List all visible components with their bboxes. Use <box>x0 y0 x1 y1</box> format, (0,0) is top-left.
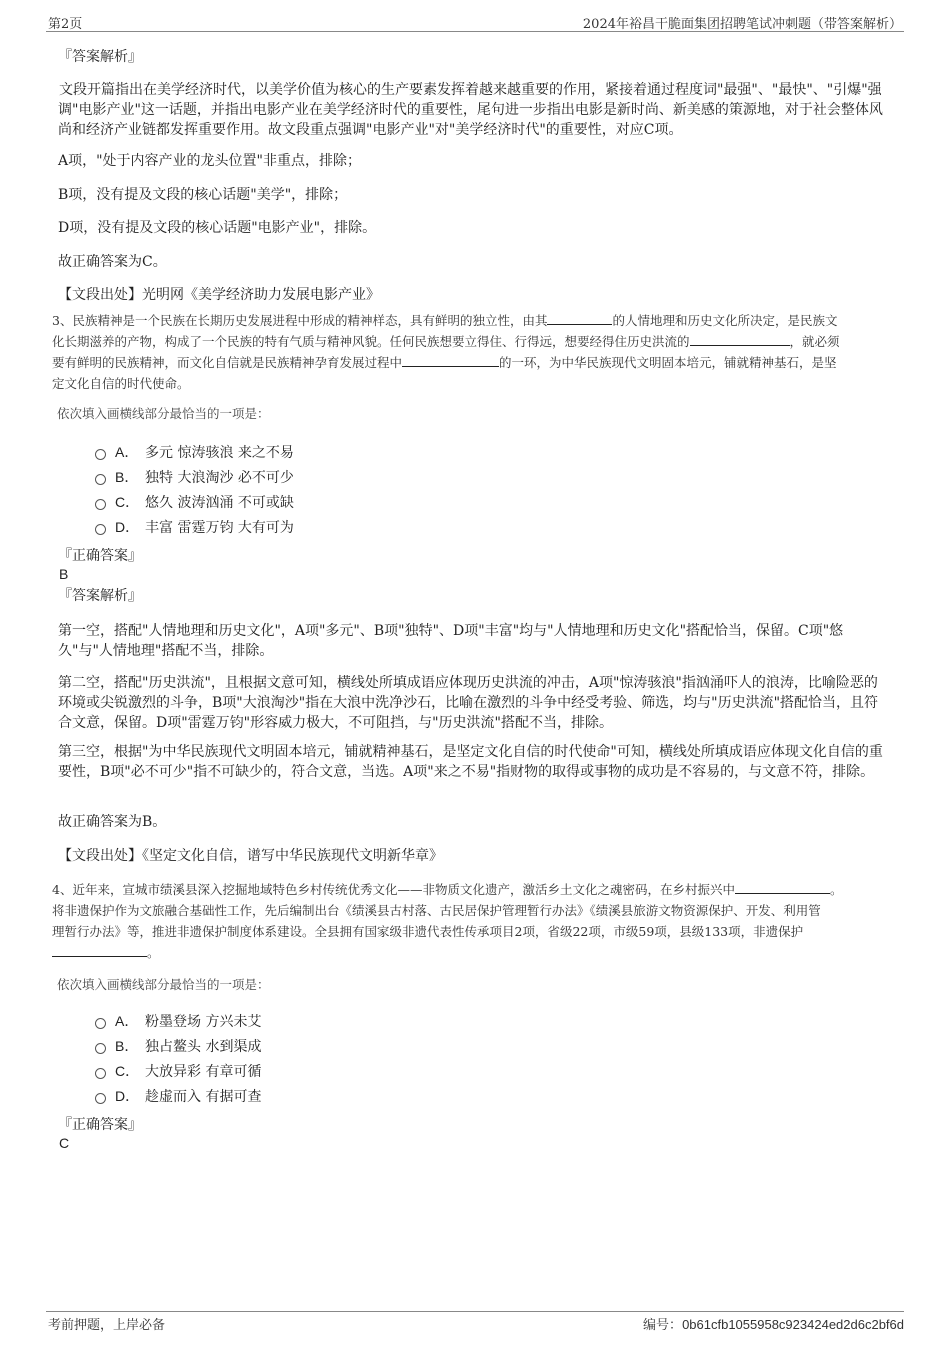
q3-option-c[interactable] <box>95 492 294 512</box>
q3-stem-part: 3、民族精神是一个民族在长期历史发展进程中形成的精神样态，具有鲜明的独立性，由其 <box>52 313 548 328</box>
fill-blank <box>690 333 790 346</box>
code-label: 编号： <box>643 1318 683 1333</box>
option-text: 丰富 雷霆万钧 大有可为 <box>145 520 294 536</box>
q3-stem-part: 定文化自信的时代使命。 <box>52 376 190 391</box>
radio-icon[interactable] <box>95 1093 106 1104</box>
option-text: 趁虚而入 有据可查 <box>145 1089 262 1105</box>
q3-analysis-p3: 第三空，根据"为中华民族现代文明固本培元，铺就精神基石，是坚定文化自信的时代使命"可知，横线处所填成语应体现文化自信的重要性，B项"必不可少"指不可缺少的，符合文意，当选。A项"来之不易"指财物的取得或事物的成功是不容易的，与文意不符，排除。 <box>58 744 883 780</box>
page-number: 第2页 <box>48 17 83 32</box>
q4-prompt: 依次填入画横线部分最恰当的一项是： <box>57 977 270 992</box>
q2-analysis-label: 『答案解析』 <box>58 49 142 65</box>
q4-option-d[interactable] <box>95 1086 261 1106</box>
q3-analysis-p1: 第一空，搭配"人情地理和历史文化"，A项"多元"、B项"独特"、D项"丰富"均与"人情地理和历史文化"搭配恰当，保留。C项"悠久"与"人情地理"搭配不当，排除。 <box>58 623 844 659</box>
q4-option-a[interactable] <box>95 1011 261 1031</box>
radio-icon[interactable] <box>95 1018 106 1029</box>
q3-stem-part: 的一环，为中华民族现代文明固本培元，铺就精神基石，是坚 <box>499 355 837 370</box>
q3-option-a[interactable] <box>95 442 294 462</box>
q3-stem-part: 要有鲜明的民族精神，而文化自信就是民族精神孕育发展过程中 <box>52 355 403 370</box>
option-letter: B． <box>115 469 139 485</box>
q4-stem-part: 4、近年来，宣城市绩溪县深入挖掘地域特色乡村传统优秀文化——非物质文化遗产，激活乡土文化之魂密码，在乡村振兴中 <box>52 882 735 897</box>
q3-prompt: 依次填入画横线部分最恰当的一项是： <box>57 406 270 421</box>
q3-analysis-p2: 第二空，搭配"历史洪流"，且根据文意可知，横线处所填成语应体现历史洪流的冲击，A项"惊涛骇浪"指汹涌吓人的浪涛，比喻险恶的环境或尖锐激烈的斗争，B项"大浪淘沙"指在大浪中洗净沙石，比喻在激烈的斗争中经受考验、筛选，均与"历史洪流"搭配恰当，且符合文意，保留。D项"雷霆万钧"形容威力极大，不可阻挡，与"历史洪流"搭配不当，排除。 <box>58 675 879 731</box>
option-letter: B． <box>115 1038 139 1054</box>
q2-analysis: 文段开篇指出在美学经济时代，以美学价值为核心的生产要素发挥着越来越重要的作用，紧接着通过程度词"最强"、"最快"、"引爆"强调"电影产业"这一话题，并指出电影产业在美学经济时代的重要性，尾句进一步指出电影是新时尚、新美感的策源地，对于社会整体风尚和经济产业链都发挥重要作用。故文段重点强调"电影产业"对"美学经济时代"的重要性，对应C项。 <box>58 82 883 138</box>
option-letter: A． <box>115 444 139 460</box>
fill-blank <box>547 312 612 325</box>
q4-option-c[interactable] <box>95 1061 261 1081</box>
q2-option-d-note: D项，没有提及文段的核心话题"电影产业"，排除。 <box>58 220 377 236</box>
q4-answer-label: 『正确答案』 <box>58 1117 142 1133</box>
header-divider <box>46 31 904 32</box>
footer-divider <box>46 1311 904 1312</box>
radio-icon[interactable] <box>95 524 106 535</box>
q3-conclusion: 故正确答案为B。 <box>58 814 167 830</box>
radio-icon[interactable] <box>95 449 106 460</box>
q2-option-a-note: A项，"处于内容产业的龙头位置"非重点，排除； <box>58 153 361 169</box>
document-title: 2024年裕昌干脆面集团招聘笔试冲刺题（带答案解析） <box>582 17 902 32</box>
code-value: 0b61cfb1055958c923424ed2d6c2bf6d <box>682 1317 904 1332</box>
option-letter: A． <box>115 1013 139 1029</box>
option-text: 多元 惊涛骇浪 来之不易 <box>145 445 294 461</box>
q3-option-b[interactable] <box>95 467 294 487</box>
q3-answer: B <box>59 566 69 582</box>
footer-slogan: 考前押题，上岸必备 <box>48 1318 166 1333</box>
q4-stem-part: 理暂行办法》等，推进非遗保护制度体系建设。全县拥有国家级非遗代表性传承项目2项，省级22项，市级59项，县级133项，非遗保护 <box>52 924 804 939</box>
q3-option-d[interactable] <box>95 517 294 537</box>
radio-icon[interactable] <box>95 499 106 510</box>
fill-blank <box>735 881 830 894</box>
radio-icon[interactable] <box>95 1043 106 1054</box>
option-text: 独占鳌头 水到渠成 <box>145 1039 262 1055</box>
q3-analysis-label: 『答案解析』 <box>58 588 142 604</box>
q4-stem-part: 。 <box>829 882 843 897</box>
q3-source: 【文段出处】《坚定文化自信，谱写中华民族现代文明新华章》 <box>58 848 443 864</box>
option-letter: C． <box>115 1063 140 1079</box>
q3-stem-part: ，就必须 <box>789 334 840 349</box>
q4-answer: C <box>59 1135 70 1151</box>
option-text: 大放异彩 有章可循 <box>145 1064 262 1080</box>
q2-conclusion: 故正确答案为C。 <box>58 254 167 270</box>
q3-stem-part: 化长期滋养的产物，构成了一个民族的特有气质与精神风貌。任何民族想要立得住、行得远，想要经得住历史洪流的 <box>52 334 690 349</box>
q3-stem-part: 的人情地理和历史文化所决定，是民族文 <box>612 313 838 328</box>
option-letter: D． <box>115 519 140 535</box>
q2-source: 【文段出处】光明网《美学经济助力发展电影产业》 <box>58 287 380 303</box>
q4-option-b[interactable] <box>95 1036 261 1056</box>
radio-icon[interactable] <box>95 474 106 485</box>
document-code <box>643 1314 904 1333</box>
option-letter: C． <box>115 494 140 510</box>
option-letter: D． <box>115 1088 140 1104</box>
q4-stem-part: 。 <box>147 945 160 960</box>
fill-blank <box>52 944 147 957</box>
q2-option-b-note: B项，没有提及文段的核心话题"美学"，排除； <box>58 187 348 203</box>
q3-answer-label: 『正确答案』 <box>58 548 142 564</box>
option-text: 粉墨登场 方兴未艾 <box>145 1014 262 1030</box>
q4-stem-part: 将非遗保护作为文旅融合基础性工作，先后编制出台《绩溪县古村落、古民居保护管理暂行办法》《绩溪县旅游文物资源保护、开发、利用管 <box>52 903 821 918</box>
fill-blank <box>402 354 499 367</box>
radio-icon[interactable] <box>95 1068 106 1079</box>
q3-stem <box>52 310 897 394</box>
option-text: 悠久 波涛汹涌 不可或缺 <box>145 495 294 511</box>
q4-stem <box>52 879 897 963</box>
option-text: 独特 大浪淘沙 必不可少 <box>145 470 294 486</box>
